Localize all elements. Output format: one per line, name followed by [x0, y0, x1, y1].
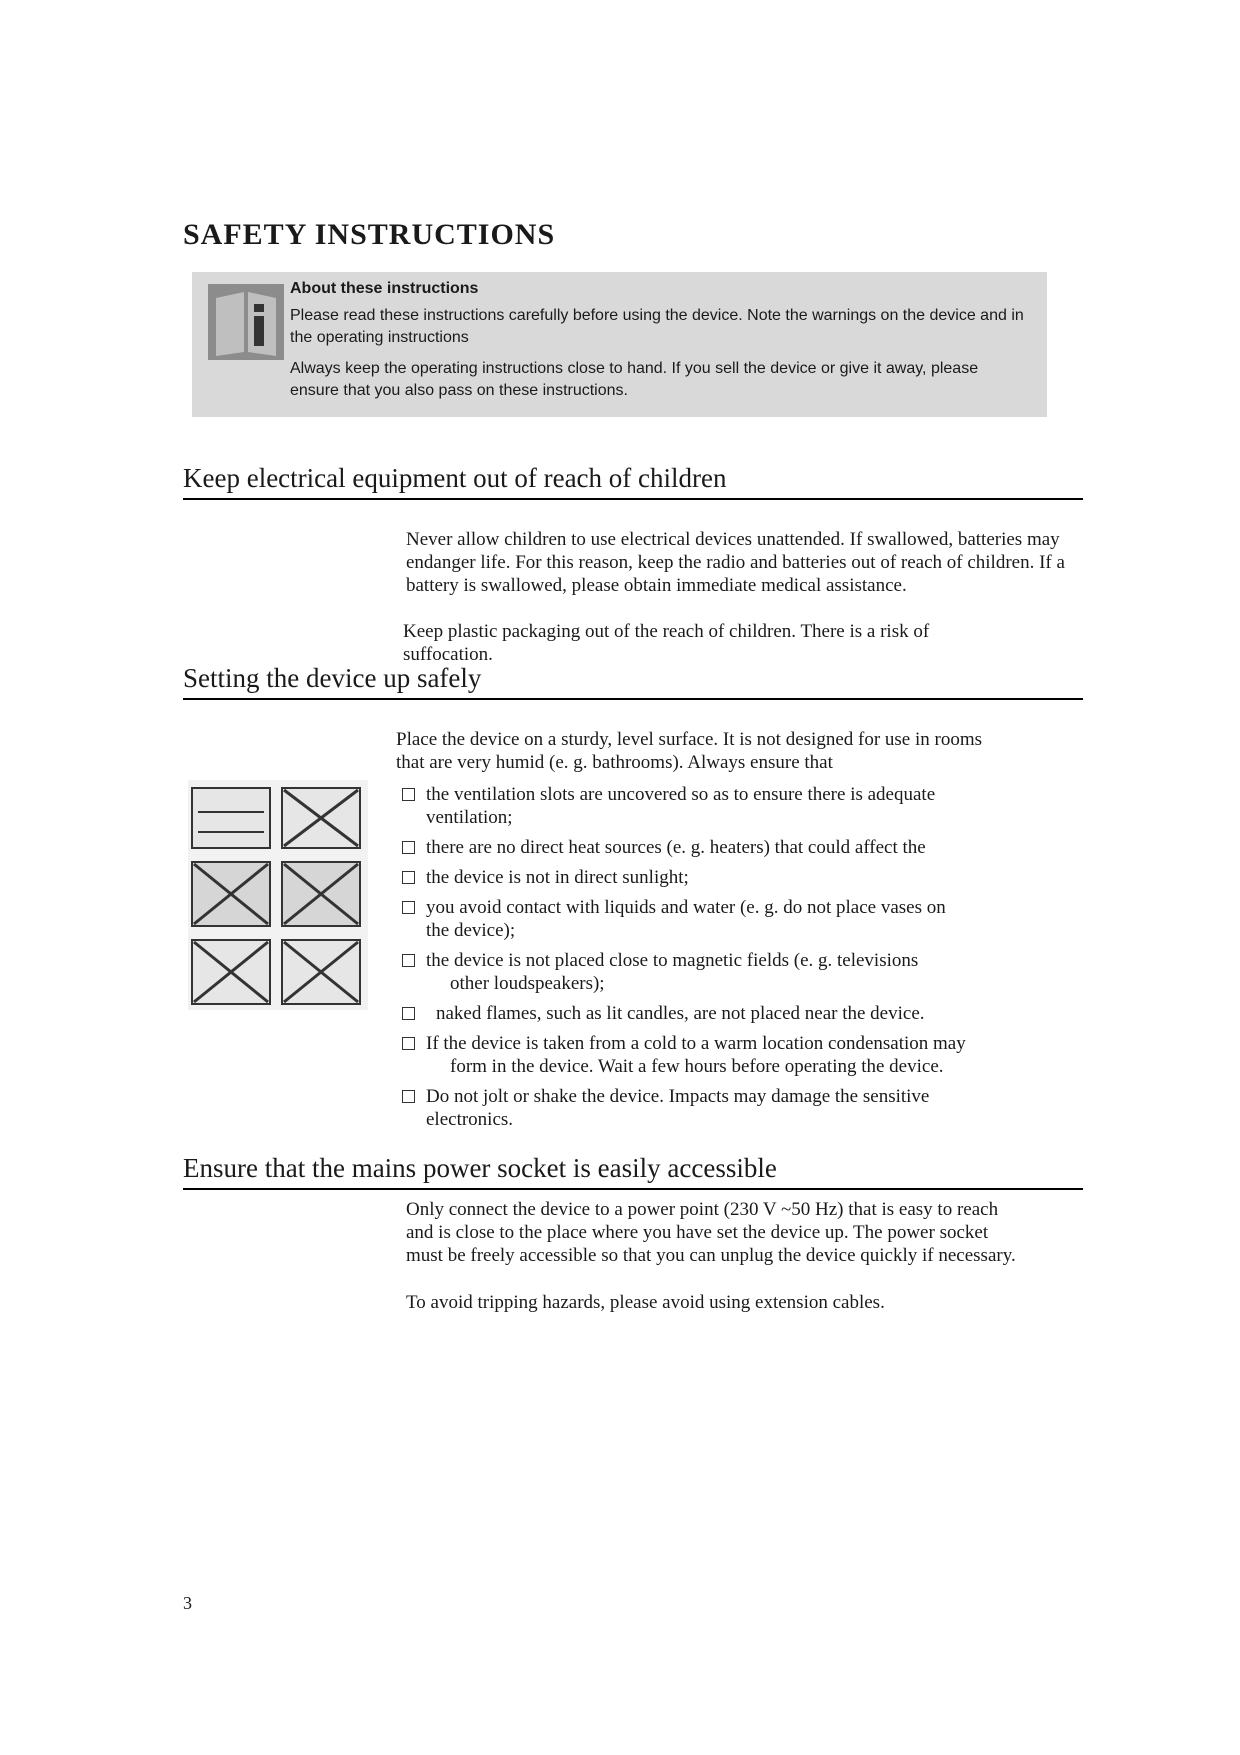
page-title: SAFETY INSTRUCTIONS: [183, 218, 556, 251]
checkbox-bullet-icon: [402, 1007, 415, 1020]
list-item: the ventilation slots are uncovered so as to ensure there is adequate ventilation;: [402, 783, 1042, 829]
checkbox-bullet-icon: [402, 954, 415, 967]
section-heading-power: Ensure that the mains power socket is easily accessible: [183, 1152, 1083, 1190]
setup-list: [402, 783, 1042, 1138]
checkbox-bullet-icon: [402, 901, 415, 914]
checkbox-bullet-icon: [402, 788, 415, 801]
power-paragraph: To avoid tripping hazards, please avoid using extension cables.: [406, 1292, 885, 1313]
setup-intro: Place the device on a sturdy, level surface. It is not designed for use in rooms that are very humid (e. g. bathrooms). Always ensure that: [396, 729, 983, 773]
info-paragraph: Always keep the operating instructions close to hand. If you sell the device or give it away, please ensure that you also pass on these instructions.: [290, 360, 979, 399]
info-book-icon: [208, 284, 284, 360]
list-item: you avoid contact with liquids and water (e. g. do not place vases on the device);: [402, 896, 1042, 942]
checkbox-bullet-icon: [402, 841, 415, 854]
section-heading-children: Keep electrical equipment out of reach of children: [183, 462, 1083, 500]
list-item: Do not jolt or shake the device. Impacts may damage the sensitive electronics.: [402, 1085, 1042, 1131]
children-paragraph: Keep plastic packaging out of the reach of children. There is a risk of suffocation.: [403, 621, 930, 665]
checkbox-bullet-icon: [402, 1037, 415, 1050]
children-paragraph: Never allow children to use electrical devices unattended. If swallowed, batteries may endanger life. For this reason, keep the radio and batteries out of reach of children. If a battery is swallowed, please obtain immediate medical assistance.: [406, 529, 1065, 596]
list-item: the device is not placed close to magnetic fields (e. g. televisions other loudspeakers);: [402, 949, 1042, 995]
info-paragraph: Please read these instructions carefully before using the device. Note the warnings on the device and in the operating instructions: [290, 307, 1024, 346]
placement-illustration: [188, 780, 368, 1010]
list-item: there are no direct heat sources (e. g. heaters) that could affect the: [402, 836, 1042, 859]
info-box: [192, 272, 1047, 417]
list-item: the device is not in direct sunlight;: [402, 866, 1042, 889]
page-number: 3: [183, 1593, 192, 1613]
section-heading-setup: Setting the device up safely: [183, 662, 1083, 700]
list-item: naked flames, such as lit candles, are not placed near the device.: [402, 1002, 1042, 1025]
power-paragraph: Only connect the device to a power point (230 V ~50 Hz) that is easy to reach and is close to the place where you have set the device up. The power socket must be freely accessible so that you can unplug the device quickly if necessary.: [406, 1199, 1016, 1266]
checkbox-bullet-icon: [402, 871, 415, 884]
info-heading: About these instructions: [290, 280, 479, 297]
checkbox-bullet-icon: [402, 1090, 415, 1103]
list-item: If the device is taken from a cold to a warm location condensation may form in the device. Wait a few hours before operating the device.: [402, 1032, 1042, 1078]
